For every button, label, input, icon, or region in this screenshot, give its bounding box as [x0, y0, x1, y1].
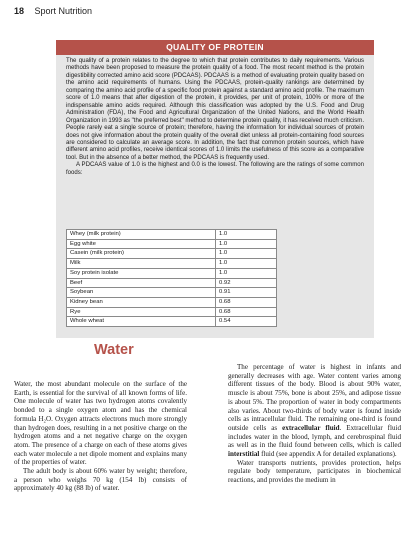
score-cell: 1.0 — [216, 268, 277, 278]
term-interstitial: interstitial — [228, 450, 260, 459]
right-paragraph-1 — [228, 363, 401, 459]
running-title: Sport Nutrition — [34, 6, 93, 16]
table-row — [67, 317, 277, 327]
food-cell: Beef — [67, 278, 216, 288]
right-paragraph-1-part-b: . Extracellular fluid includes water in the blood, lymph, and cerebrospinal fluid as well as in the fluid found between cells, which is called — [228, 423, 401, 450]
box-paragraph-1: The quality of a protein relates to the degree to which that protein contributes to daily requirements. Various methods have been proposed to measure the protein quality of a food. The most recent method is the protein digestibility corrected amino acid score (PDCAAS). PDCAAS is a method of evaluating protein quality based on the amino acid requirements of humans. Using the PDCAAS, protein-quality rankings are determined by comparing the amino acid profile of a specific food protein against a standard amino acid profile. The maximum score of 1.0 means that after digestion of the protein, it provides, per unit of protein, 100% or more of the indispensable amino acids required. Although this classification was adopted by the U.S. Food and Drug Administration (FDA), the Food and Agricultural Organization of the United Nations, and the World Health Organization in 1993 as "the preferred best" method to determine protein quality, it has received much criticism. People rarely eat a single source of protein; therefore, having the information for individual sources of protein does not give information about the protein quality of the overall diet unless all protein-containing food sources are considered to calculate an average score. In addition, the fact that common protein sources, which have different amino acid profiles, receive identical scores of 1.0 limits the usefulness of this score as a comparative tool. But in the absence of a better method, the PDCAAS is frequently used. — [66, 58, 364, 161]
score-cell: 0.54 — [216, 317, 277, 327]
box-paragraph-2: A PDCAAS value of 1.0 is the highest and 0.0 is the lowest. The following are the ratings of some common foods: — [66, 162, 364, 176]
table-row — [67, 278, 277, 288]
table-row — [67, 268, 277, 278]
food-cell: Whole wheat — [67, 317, 216, 327]
box-title: QUALITY OF PROTEIN — [56, 40, 374, 55]
food-cell: Kidney bean — [67, 297, 216, 307]
left-paragraph-1: Water, the most abundant molecule on the surface of the Earth, is essential for the survival of all known forms of life. One molecule of water has two hydrogen atoms covalently bonded to a single oxygen atom and has the chemical formula H₂O. Oxygen attracts electrons much more strongly than hydrogen does, resulting in a net positive charge on the hydrogen atoms and a net negative charge on the oxygen atom. The presence of a charge on each of these atoms gives each water molecule a net dipole moment and explains many of the properties of water. — [14, 380, 187, 467]
sidebar-box — [56, 40, 374, 338]
section-heading: Water — [94, 342, 134, 358]
page-number: 18 — [14, 6, 25, 16]
table-row — [67, 259, 277, 269]
table-row — [67, 230, 277, 240]
score-cell: 0.68 — [216, 307, 277, 317]
score-cell: 0.91 — [216, 288, 277, 298]
score-cell: 1.0 — [216, 259, 277, 269]
table-row — [67, 249, 277, 259]
left-column — [14, 380, 187, 493]
food-cell: Soybean — [67, 288, 216, 298]
food-cell: Whey (milk protein) — [67, 230, 216, 240]
table-row — [67, 307, 277, 317]
right-paragraph-1-part-c: fluid (see appendix A for detailed explanations). — [259, 450, 397, 459]
table-row — [67, 297, 277, 307]
left-paragraph-2: The adult body is about 60% water by weight; therefore, a person who weighs 70 kg (154 lb) consists of approximately 40 kg (88 lb) of water. — [14, 467, 187, 493]
score-cell: 1.0 — [216, 249, 277, 259]
score-cell: 1.0 — [216, 239, 277, 249]
right-column — [228, 363, 401, 485]
running-head — [14, 6, 92, 16]
food-cell: Egg white — [67, 239, 216, 249]
food-cell: Milk — [67, 259, 216, 269]
food-cell: Casein (milk protein) — [67, 249, 216, 259]
right-paragraph-1-part-a: The percentage of water is highest in infants and generally decreases with age. Water content varies among different tissues of the body. Blood is about 90% water, muscle is about 75%, bone is about 25%, and adipose tissue is about 5%. The proportion of water in body compartments also varies. About two-thirds of body water is found inside cells as intracellular fluid. The remaining one-third is found outside cells as — [228, 363, 401, 432]
term-extracellular-fluid: extracellular fluid — [282, 423, 340, 432]
box-body — [56, 55, 374, 177]
score-cell: 0.68 — [216, 297, 277, 307]
pdcaas-ratings-table — [66, 229, 277, 327]
score-cell: 0.92 — [216, 278, 277, 288]
score-cell: 1.0 — [216, 230, 277, 240]
food-cell: Rye — [67, 307, 216, 317]
food-cell: Soy protein isolate — [67, 268, 216, 278]
table-row — [67, 239, 277, 249]
right-paragraph-2: Water transports nutrients, provides protection, helps regulate body temperature, participates in biochemical reactions, and provides the medium in — [228, 458, 401, 485]
table-row — [67, 288, 277, 298]
